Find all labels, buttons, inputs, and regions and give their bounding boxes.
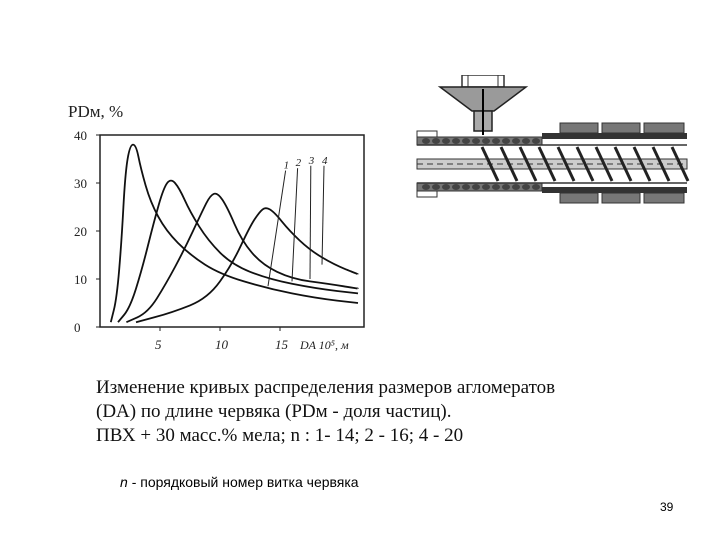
footnote: [120, 474, 359, 490]
caption-line-2: (DA) по длине червяка (PDм - доля частиц).: [96, 401, 452, 422]
curve-label-3: 3: [308, 154, 315, 167]
caption-line-3: ПВХ + 30 масс.% мела; n : 1- 14; 2 - 16; 4 - 20: [96, 425, 464, 446]
curve-label-leader: [310, 166, 311, 279]
curve-1: [111, 145, 358, 323]
granule: [532, 184, 540, 190]
granule: [422, 138, 430, 144]
granule: [472, 138, 480, 144]
extruder-diagram: [412, 75, 702, 205]
granule: [452, 138, 460, 144]
curve-label-4: 4: [322, 154, 328, 167]
y-tick-label: 0: [74, 320, 81, 335]
granule: [522, 184, 530, 190]
x-axis-label: DA 10⁵, м: [300, 338, 349, 352]
footnote-symbol: n: [120, 474, 128, 490]
footnote-text: - порядковый номер витка червяка: [131, 474, 359, 490]
hopper: [440, 75, 526, 135]
screw: [417, 138, 688, 190]
y-axis-label: PDм, %: [68, 102, 124, 121]
granule: [482, 138, 490, 144]
granule: [532, 138, 540, 144]
granule: [442, 184, 450, 190]
x-tick-label: 10: [215, 337, 228, 352]
granule: [522, 138, 530, 144]
granule: [472, 184, 480, 190]
curve-label-leader: [292, 168, 298, 281]
y-tick-label: 10: [74, 272, 87, 287]
granule: [512, 138, 520, 144]
granule: [502, 138, 510, 144]
granule: [512, 184, 520, 190]
y-tick-label: 20: [74, 224, 87, 239]
curve-label-2: 2: [295, 157, 302, 170]
curve-label-leader: [268, 171, 286, 287]
curve-label-leader: [322, 166, 324, 265]
y-tick-label: 40: [74, 128, 87, 143]
page-number: 39: [660, 500, 674, 514]
distribution-chart: [60, 95, 380, 360]
curves-group: [111, 145, 358, 323]
x-axis: [155, 327, 289, 352]
granule: [462, 138, 470, 144]
granule: [442, 138, 450, 144]
granule: [432, 184, 440, 190]
y-tick-label: 30: [74, 176, 87, 191]
granule: [462, 184, 470, 190]
curve-4: [136, 208, 358, 322]
granule: [502, 184, 510, 190]
granule: [492, 138, 500, 144]
granule: [482, 184, 490, 190]
x-tick-label: 5: [155, 337, 162, 352]
curve-label-1: 1: [283, 159, 290, 172]
curve-labels-group: [268, 155, 328, 286]
granule: [432, 138, 440, 144]
granule: [452, 184, 460, 190]
caption-line-1: Изменение кривых распределения размеров агломератов: [96, 377, 556, 398]
x-tick-label: 15: [275, 337, 288, 352]
y-axis: [74, 128, 100, 335]
figure-caption: [96, 376, 656, 448]
granule: [492, 184, 500, 190]
granule: [422, 184, 430, 190]
